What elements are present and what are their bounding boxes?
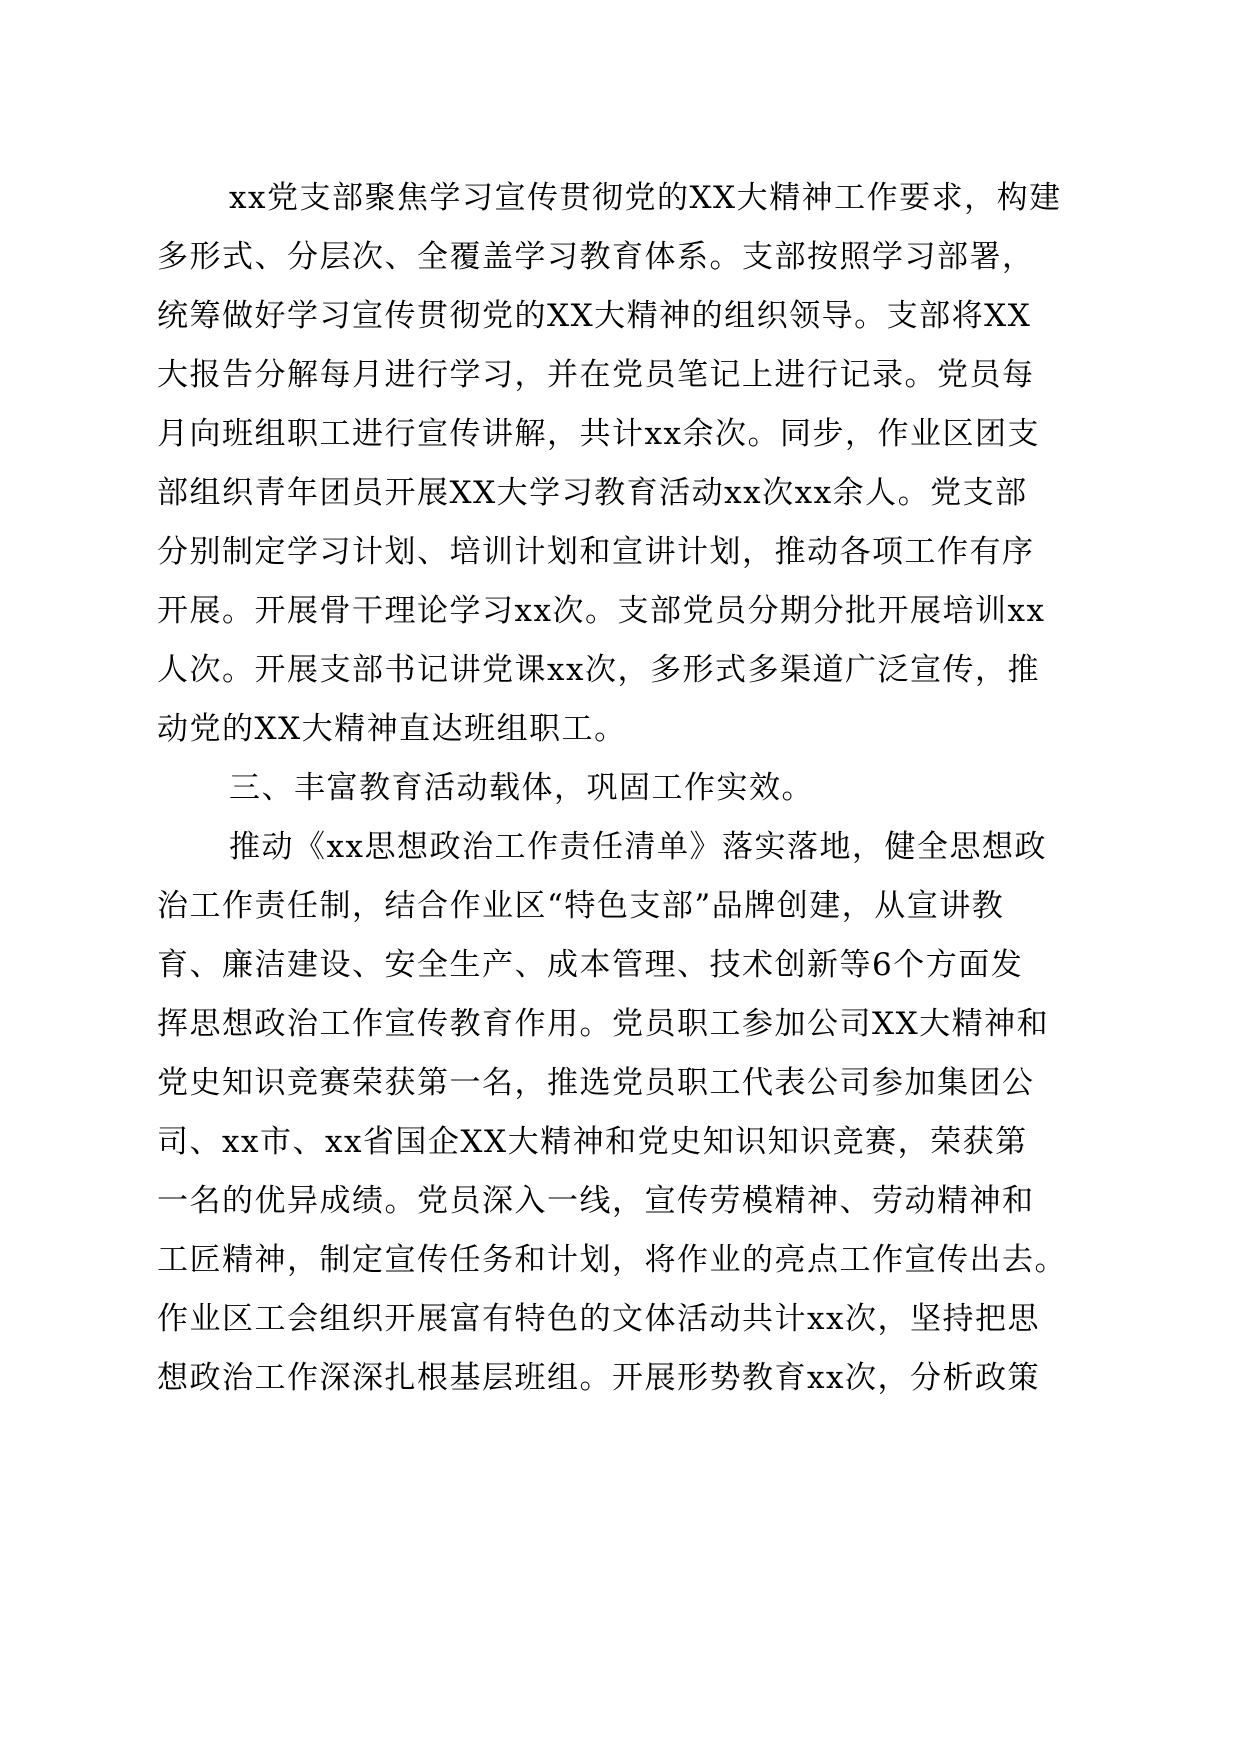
- paragraph-line: 治工作责任制，结合作业区“特色支部”品牌创建，从宣讲教: [157, 888, 1005, 924]
- paragraph-line: 育、廉洁建设、安全生产、成本管理、技术创新等6个方面发: [157, 947, 1024, 983]
- paragraph-line: 作业区工会组织开展富有特色的文体活动共计xx次，坚持把思: [157, 1301, 1040, 1337]
- paragraph-line: 一名的优异成绩。党员深入一线，宣传劳模精神、劳动精神和: [157, 1183, 1035, 1219]
- paragraph-line: 大报告分解每月进行学习，并在党员笔记上进行记录。党员每: [157, 357, 1035, 393]
- section-heading: 三、丰富教育活动载体，巩固工作实效。: [229, 770, 814, 806]
- paragraph-line: 推动《xx思想政治工作责任清单》落实落地，健全思想政: [229, 829, 1047, 865]
- paragraph-line: 统筹做好学习宣传贯彻党的XX大精神的组织领导。支部将XX: [157, 298, 1032, 334]
- paragraph-line: 挥思想政治工作宣传教育作用。党员职工参加公司XX大精神和: [157, 1006, 1050, 1042]
- paragraph-line: 月向班组职工进行宣传讲解，共计xx余次。同步，作业区团支: [157, 416, 1040, 452]
- paragraph-line: xx党支部聚焦学习宣传贯彻党的XX大精神工作要求，构建: [229, 180, 1062, 216]
- paragraph-line: 多形式、分层次、全覆盖学习教育体系。支部按照学习部署，: [157, 239, 1035, 275]
- paragraph-line: 党史知识竞赛荣获第一名，推选党员职工代表公司参加集团公: [157, 1065, 1035, 1101]
- paragraph-line: 动党的XX大精神直达班组职工。: [157, 711, 627, 747]
- paragraph-line: 人次。开展支部书记讲党课xx次，多形式多渠道广泛宣传，推: [157, 652, 1040, 688]
- paragraph-line: 开展。开展骨干理论学习xx次。支部党员分期分批开展培训xx: [157, 593, 1046, 629]
- paragraph-line: 想政治工作深深扎根基层班组。开展形势教育xx次，分析政策: [157, 1360, 1040, 1396]
- paragraph-line: 分别制定学习计划、培训计划和宣讲计划，推动各项工作有序: [157, 534, 1035, 570]
- paragraph-line: 部组织青年团员开展XX大学习教育活动xx次xx余人。党支部: [157, 475, 1028, 511]
- paragraph-line: 司、xx市、xx省国企XX大精神和党史知识知识竞赛，荣获第: [157, 1124, 1028, 1160]
- paragraph-line: 工匠精神，制定宣传任务和计划，将作业的亮点工作宣传出去。: [157, 1242, 1067, 1278]
